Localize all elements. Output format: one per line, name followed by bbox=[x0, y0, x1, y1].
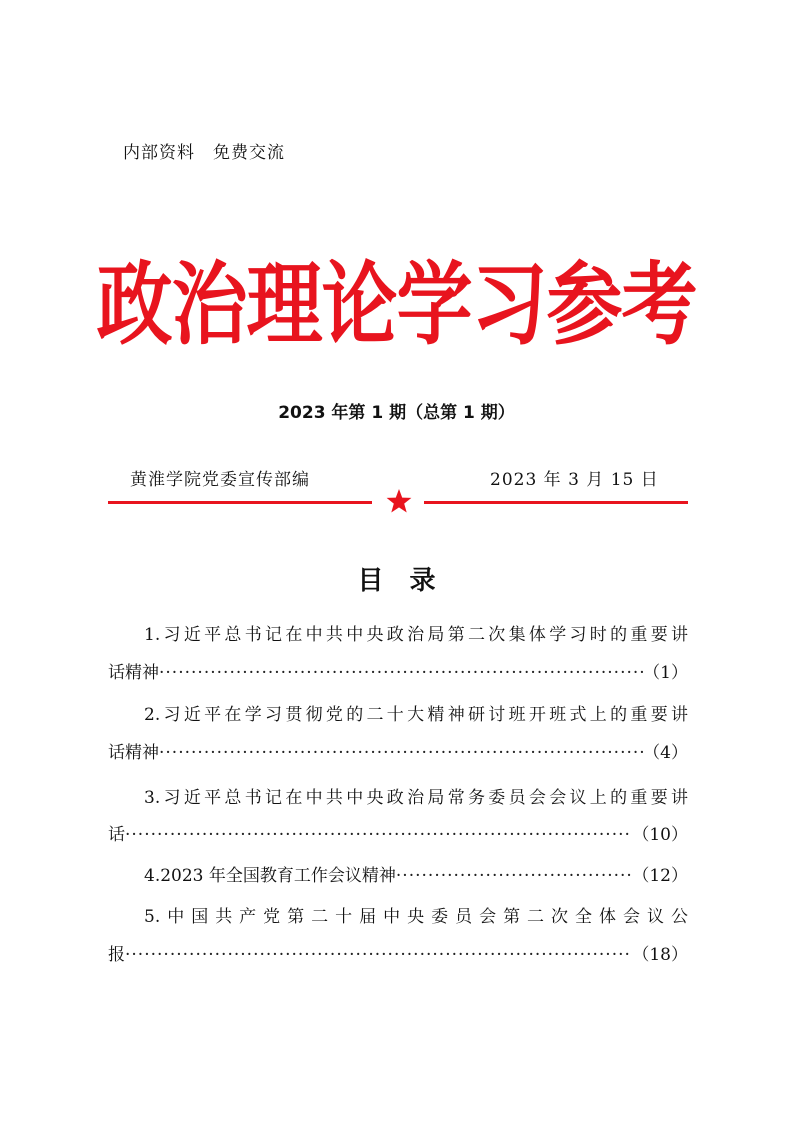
toc-item-label: 4.2023 年全国教育工作会议精神 bbox=[144, 866, 396, 886]
toc-item-3-line2[interactable] bbox=[108, 820, 688, 850]
toc-item-text: 1.习近平总书记在中共中央政治局第二次集体学习时的重要讲 bbox=[144, 625, 688, 645]
toc-item-2-line1[interactable] bbox=[108, 700, 688, 730]
red-star-icon bbox=[386, 488, 412, 514]
toc-item-text: 话精神 bbox=[108, 743, 159, 763]
toc-item-text: 报 bbox=[108, 945, 125, 965]
toc-page-number: （10） bbox=[632, 825, 688, 845]
toc-heading: 目录 bbox=[357, 566, 462, 596]
toc-item-text: 话 bbox=[108, 825, 125, 845]
publication-date: 2023 年 3 月 15 日 bbox=[490, 470, 659, 490]
dot-leader bbox=[159, 738, 643, 768]
toc-page-number: （12） bbox=[632, 866, 688, 886]
toc-item-1-line2[interactable] bbox=[108, 658, 688, 688]
toc-item-5-line2[interactable] bbox=[108, 940, 688, 970]
toc-item-text: 5.中国共产党第二十届中央委员会第二次全体会议公 bbox=[144, 907, 688, 927]
toc-item-5-line1[interactable] bbox=[108, 902, 688, 932]
toc-item-text: 3.习近平总书记在中共中央政治局常务委员会会议上的重要讲 bbox=[144, 788, 688, 808]
issue-number: 2023 年第 1 期（总第 1 期） bbox=[278, 403, 515, 423]
internal-material-note: 内部资料 免费交流 bbox=[123, 143, 285, 163]
toc-item-4[interactable] bbox=[108, 861, 688, 891]
divider-left bbox=[108, 501, 372, 504]
toc-item-text: 话精神 bbox=[108, 663, 159, 683]
toc-item-text: 2.习近平在学习贯彻党的二十大精神研讨班开班式上的重要讲 bbox=[144, 705, 688, 725]
divider-right bbox=[424, 501, 688, 504]
toc-page-number: （1） bbox=[643, 663, 688, 683]
toc-page-number: （4） bbox=[643, 743, 688, 763]
toc-item-1-line1[interactable] bbox=[108, 620, 688, 650]
dot-leader bbox=[125, 820, 632, 850]
dot-leader bbox=[125, 940, 632, 970]
dot-leader bbox=[396, 861, 632, 891]
publication-masthead: 政治理论学习参考 bbox=[96, 251, 697, 357]
dot-leader bbox=[159, 658, 643, 688]
toc-item-text bbox=[108, 861, 396, 891]
editor-credit: 黄淮学院党委宣传部编 bbox=[130, 470, 310, 490]
toc-item-2-line2[interactable] bbox=[108, 738, 688, 768]
toc-page-number: （18） bbox=[632, 945, 688, 965]
toc-item-3-line1[interactable] bbox=[108, 783, 688, 813]
